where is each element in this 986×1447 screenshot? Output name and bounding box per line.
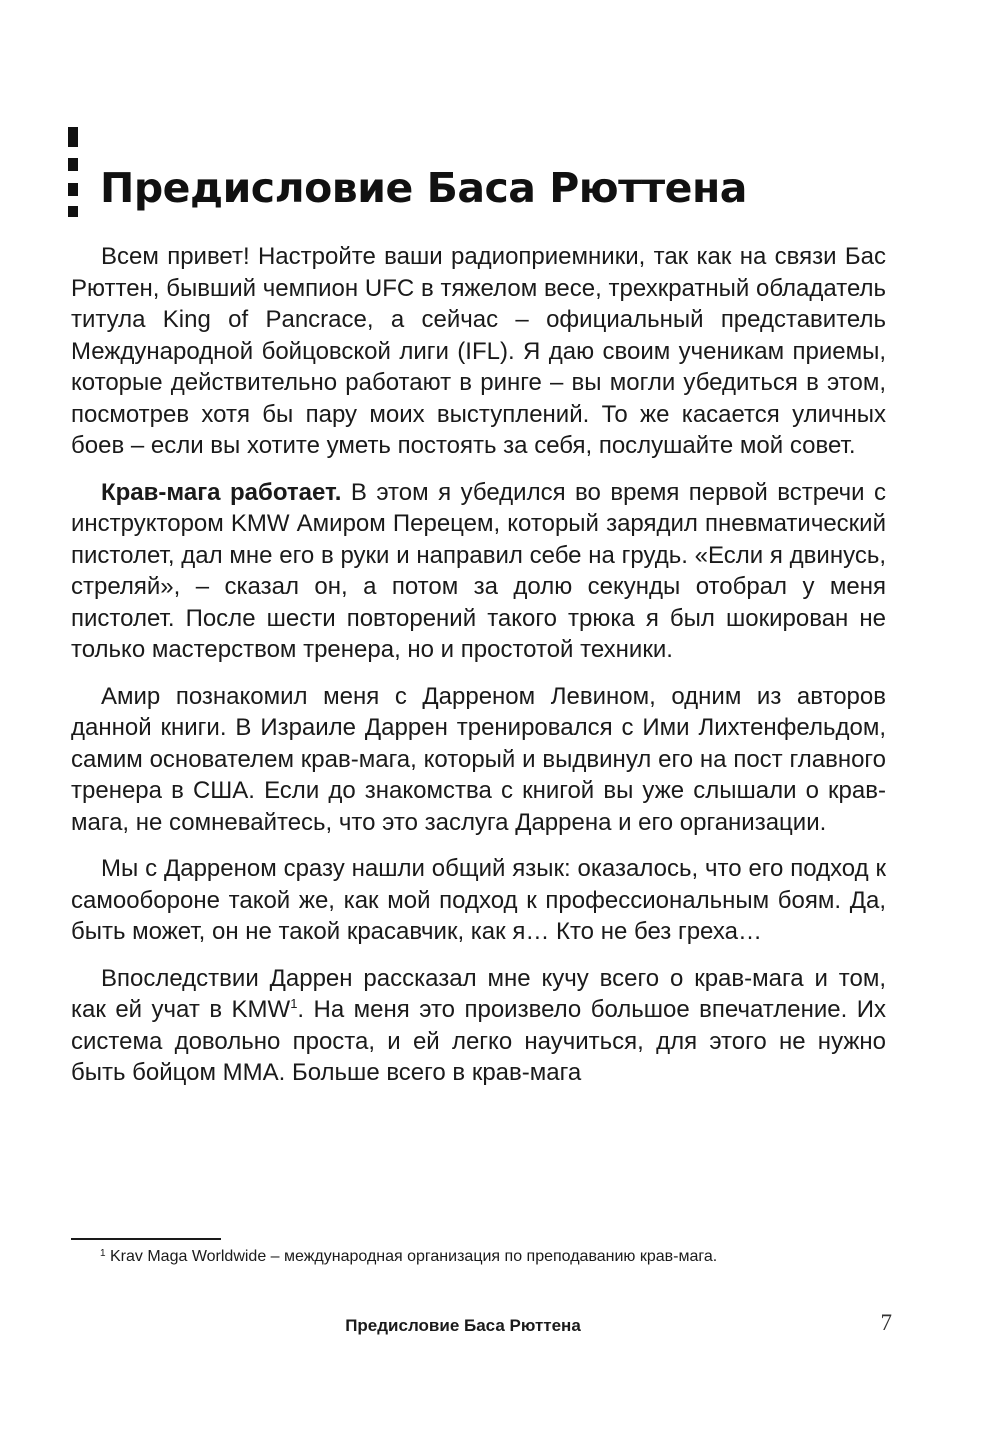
footnote	[100, 1246, 890, 1268]
page-number: 7	[880, 1310, 892, 1335]
paragraph-lead: Крав-мага работает.	[101, 478, 342, 506]
marker-segment	[68, 183, 78, 196]
footnote-text: Krav Maga Worldwide – международная организация по преподаванию крав-мага.	[105, 1248, 718, 1265]
footnote-reference[interactable]: 1	[290, 996, 298, 1011]
paragraph-2	[71, 477, 886, 666]
paragraph-text: . На меня это произвело большое впечатление. Их система довольно проста, и ей легко научиться, для этого не нужно быть бойцом ММА. Больше всего в крав-мага	[71, 996, 886, 1086]
running-footer-title: Предисловие Баса Рюттена	[345, 1316, 581, 1335]
paragraph-3: Амир познакомил меня с Дарреном Левином, одним из авторов данной книги. В Израиле Даррен тренировался с Ими Лихтенфельдом, самим основателем крав-мага, который и выдвинул его на пост главного тренера в США. Если до знакомства с книгой вы уже слышали о крав-мага, не сомневайтесь, что это заслуга Даррена и его организации.	[71, 682, 886, 836]
marker-segment	[68, 158, 78, 171]
paragraph-text: В этом я убедился во время первой встречи с инструктором KMW Амиром Перецем, который зарядил пневматический пистолет, дал мне его в руки и направил себе на грудь. «Если я двинусь, стреляй», – сказал он, а потом за долю секунды отобрал у меня пистолет. После шести повторений такого трюка я был шокирован не только мастерством тренера, но и простотой техники.	[71, 478, 886, 663]
chapter-title-marker	[68, 127, 78, 215]
chapter-title: Предисловие Баса Рюттена	[100, 164, 747, 213]
paragraph-4: Мы с Дарреном сразу нашли общий язык: оказалось, что его подход к самообороне такой же, как мой подход к профессиональным боям. Да, быть может, он не такой красавчик, как я… Кто не без греха…	[71, 855, 886, 945]
footnote-separator	[71, 1238, 221, 1240]
paragraph-1: Всем привет! Настройте ваши радиоприемники, так как на связи Бас Рюттен, бывший чемпион UFC в тяжелом весе, трехкратный обладатель титула King of Pancrace, а сейчас – официальный представитель Международной бойцовской лиги (IFL). Я даю своим ученикам приемы, которые действительно работают в ринге – вы могли убедиться в этом, посмотрев хотя бы пару моих выступлений. То же касается уличных боев – если вы хотите уметь постоять за себя, послушайте мой совет.	[71, 243, 886, 459]
paragraph-text: Впоследствии Даррен рассказал мне кучу всего о крав-мага и том, как ей учат в KMW	[71, 964, 886, 1023]
marker-segment	[68, 206, 78, 217]
body-text	[71, 241, 886, 1104]
marker-segment	[68, 127, 78, 147]
footnote-mark: 1	[100, 1248, 106, 1259]
paragraph-5	[71, 963, 886, 1089]
